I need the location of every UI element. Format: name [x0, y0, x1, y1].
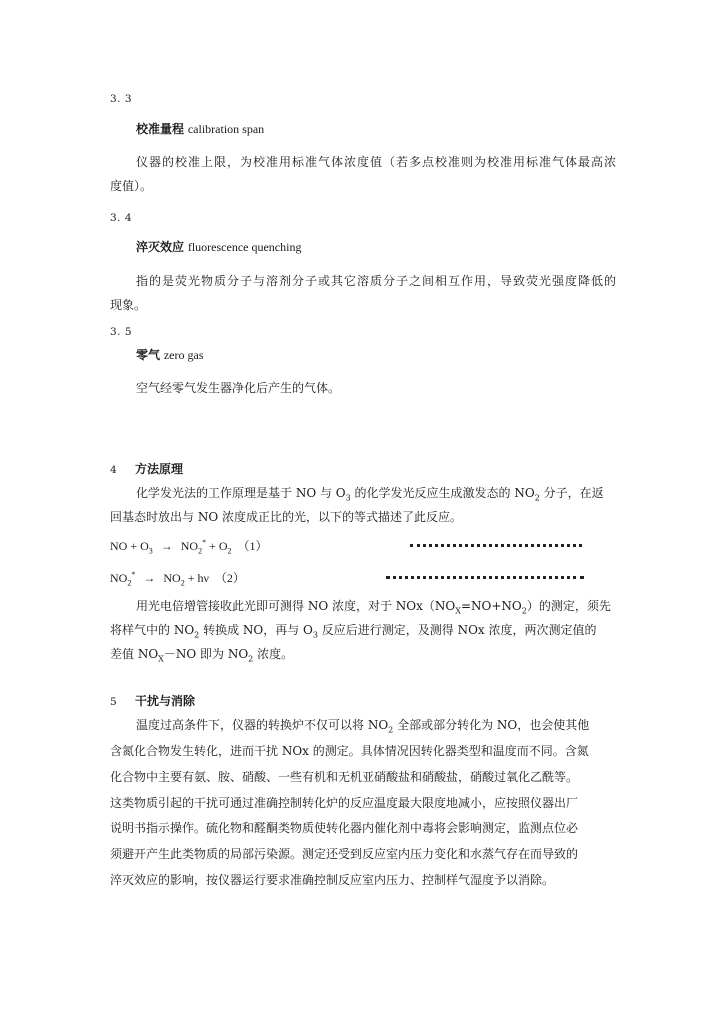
definition-line: 空气经零气发生器净化后产生的气体。	[136, 381, 341, 395]
subscript: 2	[180, 578, 185, 588]
text-run: =NO+NO	[460, 599, 522, 613]
term-zero-gas	[136, 347, 204, 363]
subscript: 2	[521, 606, 527, 616]
paragraph-line	[110, 646, 293, 662]
superscript: *	[202, 538, 207, 547]
subscript: 2	[198, 546, 203, 556]
section-heading-4	[110, 461, 183, 478]
text-run: 将样气中的 NO	[110, 623, 195, 637]
text-run: 全部或部分转化为 NO，也会使其他	[393, 718, 590, 732]
paragraph-line: 淬灭效应的影响，按仪器运行要求准确控制反应室内压力、控制样气湿度予以消除。	[110, 873, 555, 887]
text-run: 温度过高条件下，仪器的转换炉不仅可以将 NO	[136, 718, 389, 732]
paragraph-line	[136, 717, 589, 733]
section-number-3-3: 3. 3	[110, 93, 133, 105]
arrow-icon: →	[143, 571, 156, 585]
eq-term: NO + O	[110, 539, 149, 553]
equation-2	[110, 570, 245, 586]
paragraph-line	[136, 485, 604, 501]
arrow-icon: →	[160, 539, 173, 553]
equation-label: （2）	[214, 571, 245, 585]
text-run: 的化学发光反应生成激发态的 NO	[350, 486, 535, 500]
term-zh: 校准量程	[136, 122, 185, 136]
subscript: 2	[194, 630, 200, 640]
subscript: 3	[148, 546, 153, 556]
subscript: 3	[312, 630, 318, 640]
term-zh: 淬灭效应	[136, 240, 185, 254]
text-run: 浓度。	[253, 647, 294, 661]
dotted-leader	[410, 544, 582, 547]
term-en: fluorescence quenching	[187, 240, 302, 254]
text-run: 转换成 NO，再与 O	[199, 623, 313, 637]
subscript: 2	[388, 725, 394, 735]
section-title: 方法原理	[135, 462, 184, 476]
dotted-leader	[386, 576, 584, 579]
text-run: 差值 NO	[110, 647, 159, 661]
section-number-5: 5	[110, 696, 118, 708]
text-run: 反应后进行测定，及测得 NOx 浓度，两次测定值的	[317, 623, 597, 637]
section-number-3-5: 3. 5	[110, 326, 133, 338]
equation-1	[110, 538, 268, 554]
text-run: 分子，在返	[539, 486, 604, 500]
paragraph-line	[136, 598, 611, 614]
subscript: X	[158, 654, 164, 664]
text-run: －NO 即为 NO	[163, 647, 249, 661]
superscript: *	[131, 570, 136, 579]
subscript: 2	[227, 546, 232, 556]
text-run: 化学发光法的工作原理是基于 NO 与 O	[136, 486, 346, 500]
equation-label: （1）	[237, 539, 268, 553]
section-heading-5	[110, 693, 195, 710]
section-title: 干扰与消除	[135, 694, 196, 708]
subscript: X	[455, 606, 461, 616]
paragraph-line: 须避开产生此类物质的局部污染源。测定还受到反应室内压力变化和水蒸气存在而导致的	[110, 847, 579, 861]
section-number-3-4: 3. 4	[110, 212, 133, 224]
paragraph-line: 化合物中主要有氨、胺、硝酸、一些有机和无机亚硝酸盐和硝酸盐，硝酸过氧化乙酰等。	[110, 770, 579, 784]
definition-line: 指的是荧光物质分子与溶剂分子或其它溶质分子之间相互作用，导致荧光强度降低的	[136, 274, 616, 288]
text-run: ）的测定，须先	[526, 599, 611, 613]
term-en: zero gas	[163, 348, 204, 362]
term-en: calibration span	[187, 122, 265, 136]
eq-term: + hν	[184, 571, 209, 585]
subscript: 2	[248, 654, 254, 664]
paragraph-line: 说明书指示操作。硫化物和醛酮类物质使转化器内催化剂中毒将会影响测定，监测点位必	[110, 821, 579, 835]
text-run: 用光电倍增管接收此光即可测得 NO 浓度，对于 NOx（NO	[136, 599, 456, 613]
subscript: 2	[127, 578, 132, 588]
definition-line: 度值）。	[110, 179, 153, 193]
definition-line: 现象。	[110, 298, 147, 312]
eq-term: NO	[110, 571, 128, 585]
subscript: 2	[534, 493, 540, 503]
eq-term: NO	[163, 571, 181, 585]
subscript: 3	[345, 493, 351, 503]
definition-line: 仪器的校准上限，为校准用标准气体浓度值（若多点校准则为校准用标准气体最高浓	[136, 155, 616, 169]
paragraph-line: 这类物质引起的干扰可通过准确控制转化炉的反应温度最大限度地减小，应按照仪器出厂	[110, 796, 579, 810]
eq-term: + O	[206, 539, 228, 553]
term-zh: 零气	[136, 348, 161, 362]
paragraph-line: 含氮化合物发生转化，进而干扰 NOx 的测定。具体情况因转化器类型和温度而不同。含氮	[110, 744, 589, 758]
paragraph-line: 回基态时放出与 NO 浓度成正比的光，以下的等式描述了此反应。	[110, 510, 462, 524]
term-fluorescence-quenching	[136, 239, 301, 255]
section-number-4: 4	[110, 464, 118, 476]
term-calibration-span	[136, 121, 264, 137]
paragraph-line	[110, 622, 597, 638]
eq-term: NO	[180, 539, 199, 553]
